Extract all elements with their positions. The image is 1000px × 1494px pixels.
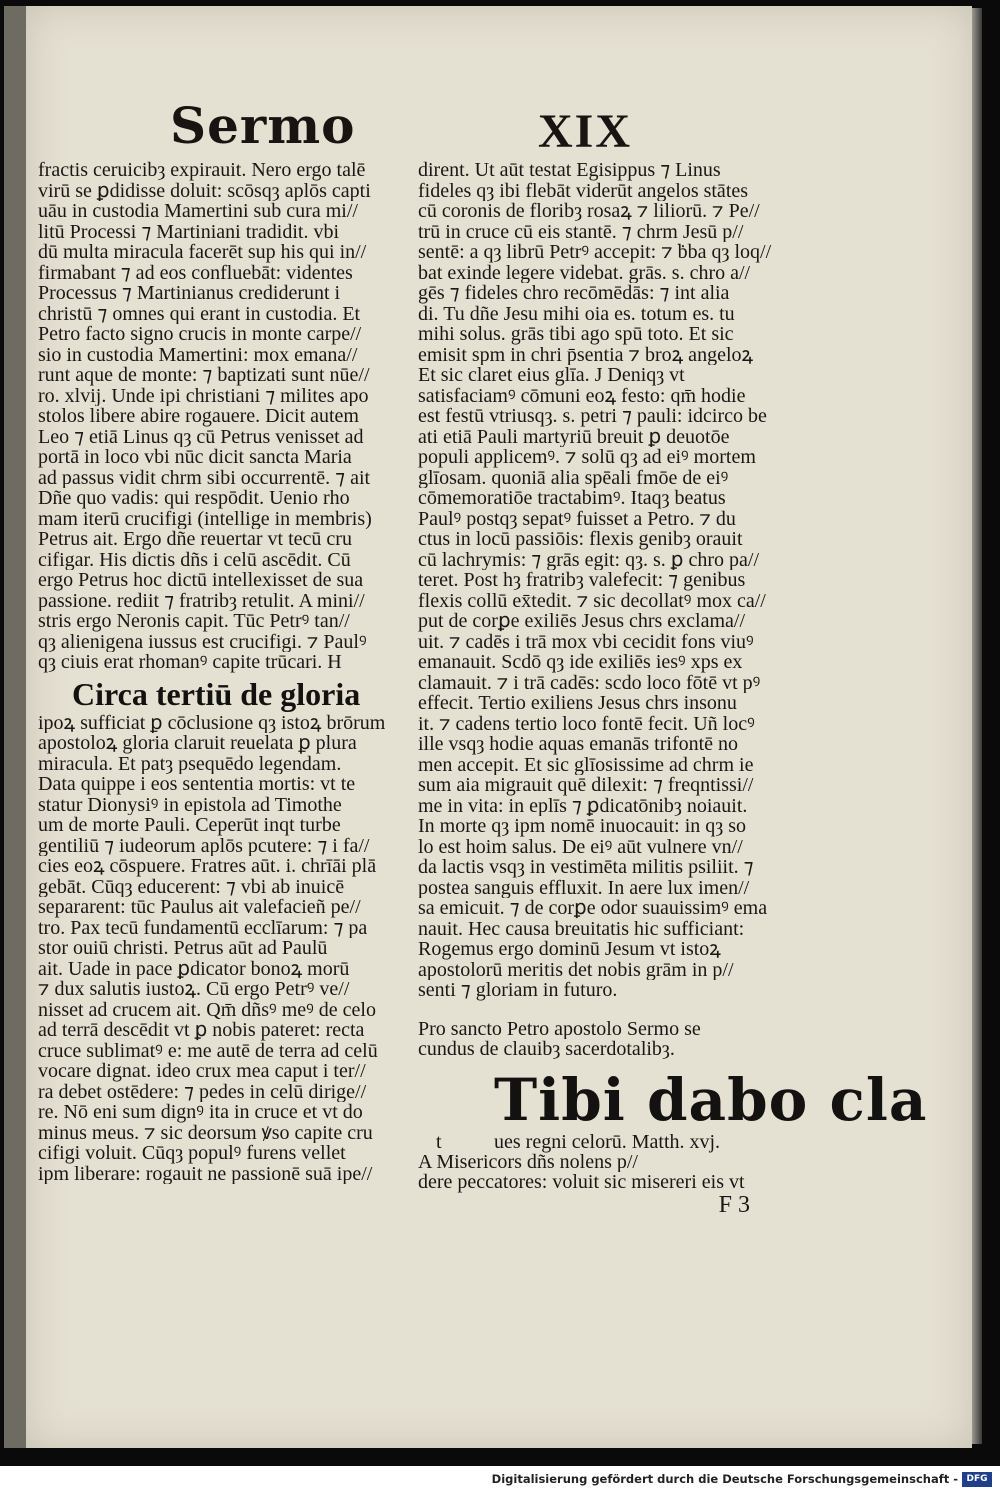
text-line: populi applicemꝰ. ⁊ solū qȝ ad eiꝰ mortem [418,447,756,468]
right-text-block-b [418,1152,774,1193]
signature-mark: F 3 [718,1191,750,1218]
page-edge [972,8,982,1444]
text-line: ipoꝝ sufficiat ꝑ cōclusione qȝ istoꝝ brōrum [38,712,386,733]
footer-credit-bar [0,1466,1000,1494]
text-line: senti ⁊ gloriam in futuro. [418,980,618,1001]
text-line: satisfaciamꝰ cōmuni eoꝝ festo: qm̄ hodie [418,385,746,406]
text-line: mihi solus. grās tibi ago spū toto. Et sic [418,324,734,345]
text-line: A Misericors dñs nolens p// [418,1151,638,1172]
text-line: Data quippe i eos sententia mortis: vt te [38,774,356,795]
text-line: fractis ceruicibȝ expirauit. Nero ergo talē [38,160,366,181]
text-line: Processus ⁊ Martinianus crediderunt i [38,283,341,304]
text-line: ipm liberare: rogauit ne passionē suā ipe// [38,1163,373,1184]
text-line: uāu in custodia Mamertini sub cura mi// [38,201,358,222]
text-line: uit. ⁊ cadēs i trā mox vbi cecidit fons viuꝰ [418,631,754,652]
text-line: flexis collū ex̄tedit. ⁊ sic decollatꝰ mox ca// [418,590,766,611]
text-line: emisit spm in chri p̄sentia ⁊ broꝝ angeloꝝ [418,344,754,365]
text-line: mam iterū crucifigi (intellige in membris) [38,508,372,529]
text-line: tro. Pax tecū fundamentū ecclīarum: ⁊ pa [38,917,368,938]
text-line: ille vsqȝ hodie aquas emanās trifontē no [418,734,739,755]
text-line: emanauit. Scdō qȝ ide exiliēs iesꝰ xps ex [418,652,743,673]
text-line: dirent. Ut aūt testat Egisippus ⁊ Linus [418,160,721,181]
text-line: Petro facto signo crucis in monte carpe// [38,324,362,345]
dfg-logo: DFG [962,1472,992,1487]
text-line: dere peccatores: voluit sic misereri eis vt [418,1172,745,1193]
text-line: lo est hoim salus. De eiꝰ aūt vulnere vn// [418,836,743,857]
sermon-title [418,1019,774,1060]
text-line: Et sic claret eius glīa. J Deniqȝ vt [418,365,685,386]
text-line: stris ergo Neronis capit. Tūc Petrꝰ tan// [38,611,350,632]
text-line: Leo ⁊ etiā Linus qȝ cū Petrus venisset ad [38,426,364,447]
text-line: Dñe quo vadis: qui respōdit. Uenio rho [38,488,350,509]
text-line: cruce sublimatꝰ e: me autē de terra ad celū [38,1040,378,1061]
text-line: qȝ alienigena iussus est crucifigi. ⁊ Paulꝰ [38,631,367,652]
text-line: fideles qȝ ibi flebāt viderūt angelos stātes [418,180,749,201]
text-line: cōmemoratiōe tractabimꝰ. Itaqȝ beatus [418,488,726,509]
text-line: gebāt. Cūqȝ educerent: ⁊ vbi ab inuicē [38,876,345,897]
text-line: ⁊ dux salutis iustoꝝ. Cū ergo Petrꝰ ve// [38,979,350,1000]
text-line: vocare dignat. ideo crux mea caput i ter// [38,1061,366,1082]
left-column [38,160,406,1184]
text-line: sa emicuit. ⁊ de corꝑe odor suauissimꝰ ema [418,898,768,919]
text-line: dū multa miracula facerēt sup his qui in// [38,242,367,263]
folio-number: XIX [538,105,633,158]
text-line: sum aia migrauit quē dilexit: ⁊ freqntissi// [418,775,754,796]
text-line: stolos libere abire rogauere. Dicit autem [38,406,359,427]
left-text-block-a [38,160,406,673]
text-line: litū Processi ⁊ Martiniani tradidit. vbi [38,221,340,242]
text-line: nauit. Hec causa breuitatis hic sufficiant: [418,918,745,939]
text-line: cū lachrymis: ⁊ grās egit: qȝ. s. ꝑ chro pa// [418,549,760,570]
text-line: runt aque de monte: ⁊ baptizati sunt nūe// [38,365,370,386]
text-line: passione. rediit ⁊ fratribȝ retulit. A mini// [38,590,365,611]
text-line: cifigi voluit. Cūqȝ populꝰ furens vellet [38,1143,346,1164]
text-line: glīosam. quoniā alia spēali fmōe de eiꝰ [418,467,729,488]
text-line: ad terrā descēdit vt ꝑ nobis pateret: recta [38,1020,365,1041]
text-line: postea sanguis effluxit. In aere lux imen// [418,877,750,898]
text-line: separarent: tūc Paulus ait valefacieñ pe// [38,897,361,918]
incipit-block [418,1065,928,1153]
text-line: statur Dionysiꝰ in epistola ad Timothe [38,794,342,815]
text-line: gentiliū ⁊ iudeorum aplōs pcutere: ⁊ i fa// [38,835,370,856]
text-line: minus meus. ⁊ sic deorsum ꝟso capite cru [38,1122,373,1143]
text-line: bat exinde legere videbat. grās. s. chro a// [418,262,751,283]
text-line: cundus de clauibȝ sacerdotalibȝ. [418,1039,675,1060]
funding-credit: Digitalisierung gefördert durch die Deutsche Forschungsgemeinschaft - [491,1472,958,1486]
text-line: ergo Petrus hoc dictū intellexisset de sua [38,570,364,591]
running-head [170,96,660,166]
text-line: miracula. Et patȝ psequēdo legendam. [38,753,342,774]
text-line: clamauit. ⁊ i trā cadēs: scdo loco fōtē vt pꝰ [418,672,761,693]
right-text-block-a [418,160,774,1001]
text-line: christū ⁊ omnes qui erant in custodia. Et [38,303,361,324]
left-text-block-b [38,713,406,1185]
text-line: effecit. Tertio exiliens Jesus chrs insonu [418,693,737,714]
text-line: di. Tu dñe Jesu mihi oia es. totum es. tu [418,303,735,324]
text-line: cū coronis de floribȝ rosaꝝ ⁊ liliorū. ⁊ Pe// [418,201,760,222]
text-line: trū in cruce cū eis stantē. ⁊ chrm Jesū p// [418,221,744,242]
text-line: nisset ad crucem ait. Qm̄ dñsꝰ meꝰ de celo [38,999,376,1020]
text-line: ait. Uade in pace ꝑdicator bonoꝝ morū [38,958,350,979]
incipit-heading: Tibi dabo cla [494,1065,928,1134]
text-line: apostoloꝝ gloria claruit reuelata ꝑ plura [38,733,357,754]
section-heading: Circa tertiū de gloria [72,675,361,712]
text-line: men accepit. Et sic glīosissime ad chrm ie [418,754,754,775]
text-line: stor ouiū christi. Petrus aūt ad Paulū [38,938,328,959]
incipit-initial: t [436,1130,442,1153]
text-line: apostolorū meritis det nobis grām in p// [418,959,734,980]
text-line: qȝ ciuis erat rhomanꝰ capite trūcari. H [38,652,342,673]
running-head-title: Sermo [170,96,356,155]
text-line: In morte qȝ ipm nomē inuocauit: in qȝ so [418,816,746,837]
text-line: cies eoꝝ cōspuere. Fratres aūt. i. chrīāi plā [38,856,377,877]
text-line: sentē: a qȝ librū Petrꝰ accepit: ⁊ ḃba qȝ loq// [418,242,772,263]
incipit-continuation: ues regni celorū. Matth. xvj. [494,1130,721,1153]
right-column [418,160,928,1219]
text-line: da lactis vsqȝ in vestimēta militis psiliit. ⁊ [418,857,754,878]
text-line: virū se ꝑdidisse doluit: scōsqȝ aplōs capti [38,180,371,201]
text-line: est festū vtriusqȝ. s. petri ⁊ pauli: idcirco be [418,406,767,427]
text-line: ra debet ostēdere: ⁊ pedes in celū dirige// [38,1081,367,1102]
text-line: firmabant ⁊ ad eos confluebāt: videntes [38,262,353,283]
text-line: re. Nō eni sum dignꝰ ita in cruce et vt do [38,1102,363,1123]
text-line: cifigar. His dictis dñs i celū ascēdit. Cū [38,549,351,570]
text-line: Petrus ait. Ergo dñe reuertar vt tecū cru [38,529,352,550]
text-line: Paulꝰ postqȝ sepatꝰ fuisset a Petro. ⁊ du [418,508,736,529]
text-line: put de corꝑe exiliēs Jesus chrs exclama// [418,611,746,632]
text-line: sio in custodia Mamertini: mox emana// [38,344,358,365]
text-line: ad passus vidit chrm sibi occurrentē. ⁊ ait [38,467,371,488]
spacer [418,1001,774,1019]
text-line: me in vita: in eplīs ⁊ ꝑdicatōnibȝ noiauit. [418,795,748,816]
text-line: Rogemus ergo dominū Jesum vt istoꝝ [418,939,721,960]
text-line: ctus in locū passiōis: flexis genibȝ orauit [418,529,743,550]
text-line: gēs ⁊ fideles chro recōmēdās: ⁊ int alia [418,283,730,304]
text-line: ro. xlvij. Unde ipi christiani ⁊ milites apo [38,385,369,406]
text-line: it. ⁊ cadens tertio loco fontē fecit. Uñ locꝰ [418,713,755,734]
text-line: um de morte Pauli. Ceperūt inqt turbe [38,815,341,836]
text-line: ati etiā Pauli martyriū breuit ꝑ deuotōe [418,426,730,447]
text-line: Pro sancto Petro apostolo Sermo se [418,1018,701,1039]
text-line: teret. Post hȝ fratribȝ valefecit: ⁊ genibus [418,570,746,591]
text-line: portā in loco vbi nūc dicit sancta Maria [38,447,352,468]
